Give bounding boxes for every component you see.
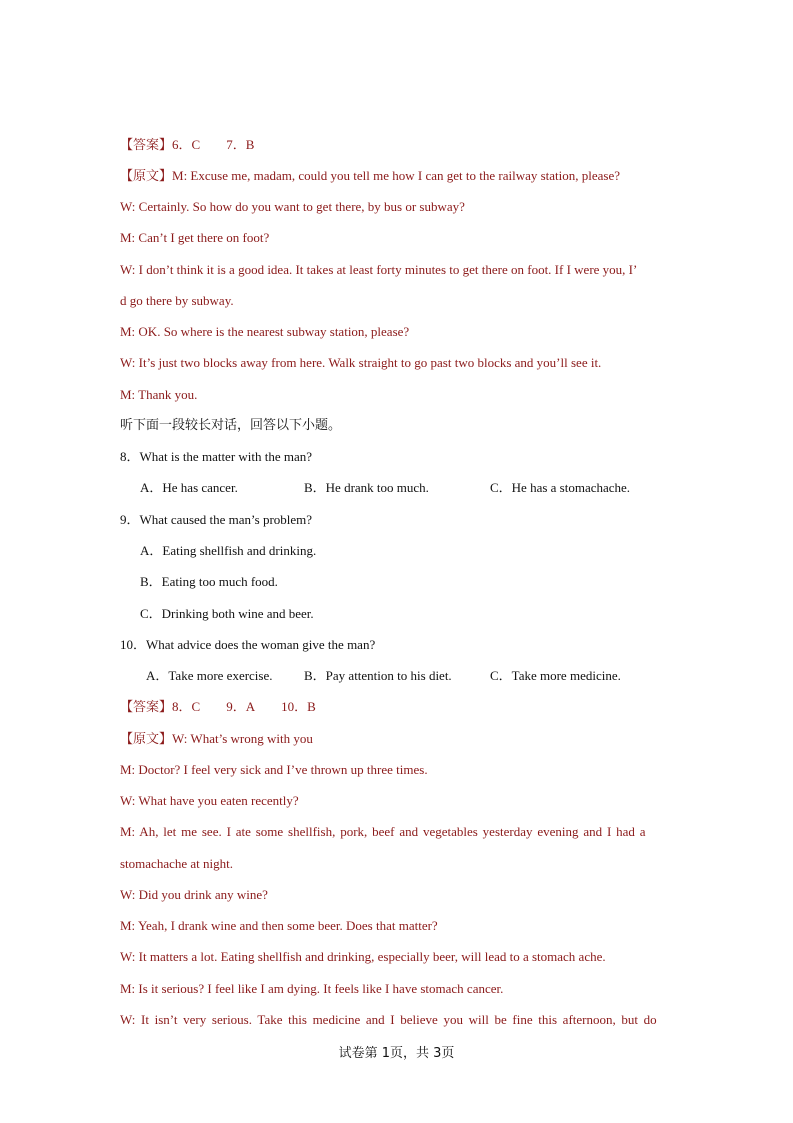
q10-option-a: A．Take more exercise. [146,668,273,683]
dialogue-line: M: Yeah, I drank wine and then some beer. Does that matter? [120,918,438,933]
dialogue-line: M: Can’t I get there on foot? [120,230,270,245]
dialogue-line: M: Thank you. [120,387,198,402]
answer-7: 7．B [226,137,255,152]
dialogue-line: W: It isn’t very serious. Take this medicine and I believe you will be fine this afternoon, but do [120,1012,657,1027]
dialogue-line: W: It’s just two blocks away from here. Walk straight to go past two blocks and you’ll see it. [120,355,602,370]
script-line [120,168,620,184]
dialogue-line: d go there by subway. [120,293,234,308]
dialogue-line: W: Did you drink any wine? [120,887,268,902]
q10-option-c: C．Take more medicine. [490,668,621,683]
section-instruction: 听下面一段较长对话，回答以下小题。 [120,418,342,433]
dialogue-line: W: What have you eaten recently? [120,793,299,808]
q8-option-a: A．He has cancer. [140,480,238,495]
script-tag: 【原文】 [120,731,173,746]
dialogue-line: W: It matters a lot. Eating shellfish and drinking, especially beer, will lead to a stomach ache. [120,949,606,964]
page-footer: 试卷第 1页，共 3页 [338,1046,455,1061]
answer-6: 6．C [172,137,201,152]
script-tag: 【原文】 [120,168,173,183]
question-8: 8．What is the matter with the man? [120,449,313,464]
answer-tag: 【答案】 [120,137,173,152]
q8-option-c: C．He has a stomachache. [490,480,631,495]
answer-line-1 [120,137,254,153]
dialogue-text: W: What’s wrong with you [172,731,313,746]
dialogue-line: M: OK. So where is the nearest subway station, please? [120,324,410,339]
dialogue-line: M: Is it serious? I feel like I am dying. It feels like I have stomach cancer. [120,981,504,996]
q9-option-a: A．Eating shellfish and drinking. [140,543,317,558]
answer-9: 9．A [226,699,256,714]
q10-option-b: B．Pay attention to his diet. [304,668,452,683]
answer-8: 8．C [172,699,201,714]
script-line [120,731,313,747]
dialogue-line: W: I don’t think it is a good idea. It takes at least forty minutes to get there on foot. If I were you, I’ [120,262,638,277]
dialogue-text: M: Excuse me, madam, could you tell me how I can get to the railway station, please? [172,168,621,183]
dialogue-line: M: Doctor? I feel very sick and I’ve thrown up three times. [120,762,428,777]
q9-option-c: C．Drinking both wine and beer. [140,606,314,621]
dialogue-line: stomachache at night. [120,856,233,871]
question-10: 10．What advice does the woman give the man? [120,637,376,652]
answer-tag: 【答案】 [120,699,173,714]
answer-10: 10．B [281,699,316,714]
question-9: 9．What caused the man’s problem? [120,512,313,527]
q8-option-b: B．He drank too much. [304,480,429,495]
q9-option-b: B．Eating too much food. [140,574,278,589]
dialogue-line: M: Ah, let me see. I ate some shellfish, pork, beef and vegetables yesterday evening and I had a [120,824,646,839]
answer-line-2 [120,699,316,715]
dialogue-line: W: Certainly. So how do you want to get there, by bus or subway? [120,199,465,214]
